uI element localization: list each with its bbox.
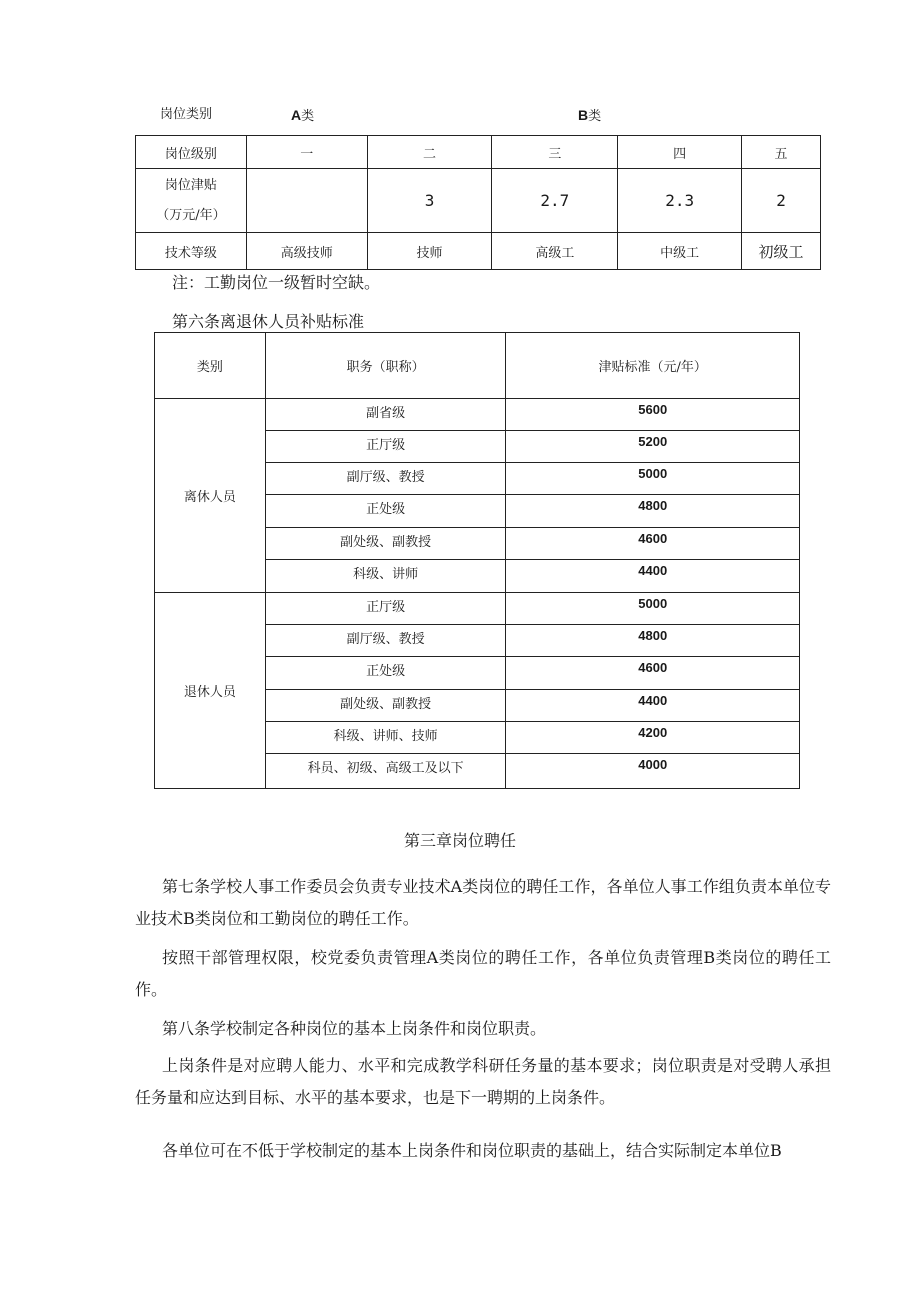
position-cell: 科员、初级、高级工及以下 <box>265 754 506 789</box>
table-row <box>136 169 821 233</box>
amount-cell: 4600 <box>506 528 800 560</box>
table-row <box>155 593 800 625</box>
level-cell: 二 <box>367 136 492 169</box>
group-category: 退休人员 <box>155 593 266 789</box>
position-cell: 正处级 <box>265 495 506 528</box>
table-row <box>155 399 800 431</box>
position-cell: 正处级 <box>265 657 506 690</box>
allowance-cell: 2 <box>742 169 821 233</box>
column-header: 津贴标准（元/年） <box>506 333 800 399</box>
position-cell: 正厅级 <box>265 593 506 625</box>
allowance-cell <box>246 169 367 233</box>
paragraph: 按照干部管理权限，校党委负责管理A类岗位的聘任工作，各单位负责管理B类岗位的聘任工作。 <box>135 948 831 999</box>
column-header: 类别 <box>155 333 266 399</box>
tech-cell: 技师 <box>367 233 492 270</box>
amount-cell: 4800 <box>506 625 800 657</box>
level-cell: 四 <box>618 136 742 169</box>
position-cell: 副厅级、教授 <box>265 463 506 495</box>
paragraph: 第七条学校人事工作委员会负责专业技术A类岗位的聘任工作，各单位人事工作组负责本单位专业技术B类岗位和工勤岗位的聘任工作。 <box>135 877 831 928</box>
amount-cell: 4200 <box>506 722 800 754</box>
column-header: 职务（职称） <box>265 333 506 399</box>
amount-cell: 4400 <box>506 690 800 722</box>
allowance-cell: 2.7 <box>492 169 618 233</box>
amount-cell: 4800 <box>506 495 800 528</box>
position-cell: 副处级、副教授 <box>265 528 506 560</box>
row-label: 技术等级 <box>136 233 247 270</box>
amount-cell: 5000 <box>506 593 800 625</box>
row-label: 岗位级别 <box>136 136 247 169</box>
position-cell: 副省级 <box>265 399 506 431</box>
amount-cell: 5600 <box>506 399 800 431</box>
paragraph: 上岗条件是对应聘人能力、水平和完成教学科研任务量的基本要求；岗位职责是对受聘人承担任务量和应达到目标、水平的基本要求，也是下一聘期的上岗条件。 <box>135 1056 831 1107</box>
post-level-table <box>135 135 821 270</box>
table2-title: 第六条离退休人员补贴标准 <box>172 312 365 331</box>
position-cell: 副处级、副教授 <box>265 690 506 722</box>
category-b-heading: B类 <box>578 107 602 124</box>
position-cell: 副厅级、教授 <box>265 625 506 657</box>
tech-cell: 中级工 <box>618 233 742 270</box>
table-row <box>136 233 821 270</box>
position-cell: 科级、讲师、技师 <box>265 722 506 754</box>
table1-note: 注：工勤岗位一级暂时空缺。 <box>172 273 381 292</box>
paragraph: 第八条学校制定各种岗位的基本上岗条件和岗位职责。 <box>162 1019 547 1038</box>
amount-cell: 4000 <box>506 754 800 789</box>
tech-cell: 高级工 <box>492 233 618 270</box>
amount-cell: 4400 <box>506 560 800 593</box>
table-header-row <box>155 333 800 399</box>
allowance-cell: 3 <box>367 169 492 233</box>
amount-cell: 4600 <box>506 657 800 690</box>
tech-cell: 高级技师 <box>246 233 367 270</box>
tech-cell: 初级工 <box>742 233 821 270</box>
paragraph: 各单位可在不低于学校制定的基本上岗条件和岗位职责的基础上，结合实际制定本单位B <box>162 1141 782 1160</box>
chapter-title: 第三章岗位聘任 <box>403 831 516 850</box>
retiree-allowance-table <box>154 332 800 789</box>
level-cell: 五 <box>742 136 821 169</box>
position-cell: 正厅级 <box>265 431 506 463</box>
amount-cell: 5200 <box>506 431 800 463</box>
position-cell: 科级、讲师 <box>265 560 506 593</box>
table1-category-label: 岗位类别 <box>160 107 213 122</box>
row-label: 岗位津贴 （万元/年） <box>136 169 247 233</box>
level-cell: 一 <box>246 136 367 169</box>
table-row <box>136 136 821 169</box>
level-cell: 三 <box>492 136 618 169</box>
allowance-cell: 2.3 <box>618 169 742 233</box>
category-a-heading: A类 <box>291 107 315 124</box>
amount-cell: 5000 <box>506 463 800 495</box>
group-category: 离休人员 <box>155 399 266 593</box>
